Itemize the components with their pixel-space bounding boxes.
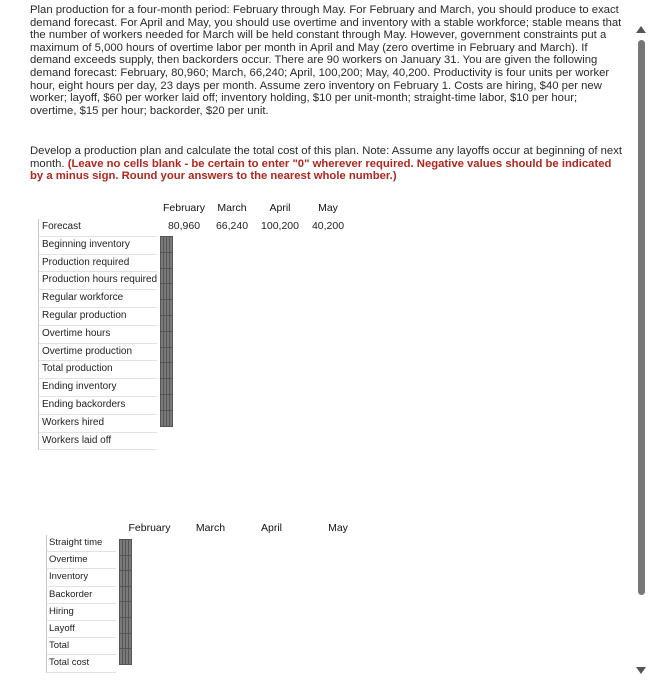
cost-input-field[interactable] <box>129 587 131 602</box>
forecast-march: 66,240 <box>215 220 249 232</box>
row-label: Hiring <box>46 604 116 621</box>
plan-input-field[interactable] <box>170 395 172 410</box>
cost-input-field[interactable] <box>129 634 131 649</box>
row-label: Beginning inventory <box>39 237 157 255</box>
cost-row <box>120 571 132 587</box>
scroll-down-arrow-icon[interactable] <box>636 667 646 674</box>
cost-cell <box>129 602 132 618</box>
cost-input-grid <box>119 539 132 665</box>
row-label: Layoff <box>46 621 116 638</box>
cost-row <box>120 649 132 665</box>
cost-input-field[interactable] <box>129 571 131 586</box>
plan-input-field[interactable] <box>170 348 172 363</box>
cost-row <box>120 540 132 556</box>
cost-cell <box>129 571 132 587</box>
cost-input-field[interactable] <box>129 540 131 555</box>
row-label: Straight time <box>46 535 116 552</box>
plan-cell <box>170 268 173 284</box>
instructions-text: Develop a production plan and calculate the total cost of this plan. Note: Assume any layoffs occur at beginning of next month. <box>30 145 622 170</box>
plan-cell <box>170 300 173 316</box>
plan-input-field[interactable] <box>170 284 172 299</box>
cost-cell <box>129 586 132 602</box>
plan-input-grid <box>160 236 173 427</box>
row-label: Workers hired <box>39 415 157 433</box>
scroll-up-arrow-icon[interactable] <box>636 26 646 33</box>
plan-input-field[interactable] <box>170 316 172 331</box>
plan-cell <box>170 347 173 363</box>
row-label: Regular production <box>39 308 157 326</box>
plan-row <box>161 268 173 284</box>
row-label: Inventory <box>46 569 116 586</box>
plan-row <box>161 394 173 410</box>
plan-row <box>161 331 173 347</box>
instructions <box>30 145 622 183</box>
plan-cell <box>170 331 173 347</box>
cost-header-april: April <box>260 522 282 534</box>
vertical-scrollbar[interactable] <box>633 0 649 700</box>
plan-header-may: May <box>318 202 338 214</box>
cost-row-labels <box>46 535 116 673</box>
row-label: Overtime production <box>39 344 157 362</box>
plan-header-march: March <box>217 202 247 214</box>
cost-row <box>120 586 132 602</box>
forecast-may: 40,200 <box>311 220 345 232</box>
plan-cell <box>170 237 173 253</box>
scrollbar-thumb[interactable] <box>638 40 645 595</box>
plan-header-april: April <box>269 202 291 214</box>
cost-header-may: May <box>328 522 348 534</box>
plan-cell <box>170 394 173 410</box>
plan-input-field[interactable] <box>170 253 172 268</box>
plan-input-field[interactable] <box>170 332 172 347</box>
plan-row <box>161 300 173 316</box>
cost-input-field[interactable] <box>129 618 131 633</box>
row-label: Total production <box>39 361 157 379</box>
plan-row <box>161 363 173 379</box>
plan-cell <box>170 379 173 395</box>
forecast-april: 100,200 <box>261 220 299 232</box>
cost-cell <box>129 617 132 633</box>
cost-row <box>120 602 132 618</box>
plan-row <box>161 284 173 300</box>
cost-cell <box>129 555 132 571</box>
plan-input-field[interactable] <box>170 237 172 252</box>
plan-input-field[interactable] <box>170 363 172 378</box>
cost-header-march: March <box>195 522 226 534</box>
plan-input-field[interactable] <box>170 300 172 315</box>
plan-cell <box>170 252 173 268</box>
plan-row <box>161 315 173 331</box>
row-label: Overtime <box>46 552 116 569</box>
plan-cell <box>170 410 173 426</box>
cost-cell <box>129 540 132 556</box>
row-label: Regular workforce <box>39 290 157 308</box>
plan-header-february: February <box>162 202 205 214</box>
instructions-note: (Leave no cells blank - be certain to enter "0" wherever required. Negative values should be indicated by a minus sign. Round your answers to the nearest whole number.) <box>30 157 612 183</box>
plan-input-field[interactable] <box>170 269 172 284</box>
plan-cell <box>170 315 173 331</box>
forecast-february: 80,960 <box>167 220 201 232</box>
plan-row <box>161 347 173 363</box>
row-label: Ending backorders <box>39 397 157 415</box>
cost-cell <box>129 649 132 665</box>
cost-input-field[interactable] <box>129 556 131 571</box>
row-label: Production required <box>39 255 157 273</box>
problem-statement: Plan production for a four-month period: February through May. For February and March, you should produce to exact demand forecast. For April and May, you should use overtime and inventory with a stable workforce; stable means that the number of workers needed for March will be held constant through May. However, government constraints put a maximum of 5,000 hours of overtime labor per month in April and May (zero overtime in February and March). If demand exceeds supply, then backorders occur. There are 90 workers on January 31. You are given the following demand forecast: February, 80,960; March, 66,240; April, 100,200; May, 40,200. Productivity is four units per worker hour, eight hours per day, 23 days per month. Assume zero inventory on February 1. Costs are hiring, $40 per new worker; layoff, $60 per worker laid off; inventory holding, $10 per unit-month; straight-time labor, $10 per hour; overtime, $15 per hour; backorder, $20 per unit. <box>30 4 622 117</box>
row-label: Total <box>46 638 116 655</box>
row-label: Forecast <box>39 219 157 237</box>
row-label: Backorder <box>46 587 116 604</box>
plan-input-field[interactable] <box>170 411 172 426</box>
row-label: Overtime hours <box>39 326 157 344</box>
plan-row <box>161 379 173 395</box>
plan-row <box>161 410 173 426</box>
row-label: Ending inventory <box>39 379 157 397</box>
row-label: Workers laid off <box>39 433 157 451</box>
plan-cell <box>170 284 173 300</box>
plan-cell <box>170 363 173 379</box>
cost-input-field[interactable] <box>129 602 131 617</box>
cost-header-february: February <box>128 522 171 534</box>
plan-row <box>161 252 173 268</box>
cost-input-field[interactable] <box>129 649 131 664</box>
plan-input-field[interactable] <box>170 379 172 394</box>
cost-cell <box>129 633 132 649</box>
row-label: Production hours required <box>39 272 157 290</box>
cost-row <box>120 617 132 633</box>
plan-row-labels <box>38 219 157 450</box>
plan-row <box>161 237 173 253</box>
cost-row <box>120 555 132 571</box>
cost-row <box>120 633 132 649</box>
row-label: Total cost <box>46 655 116 672</box>
